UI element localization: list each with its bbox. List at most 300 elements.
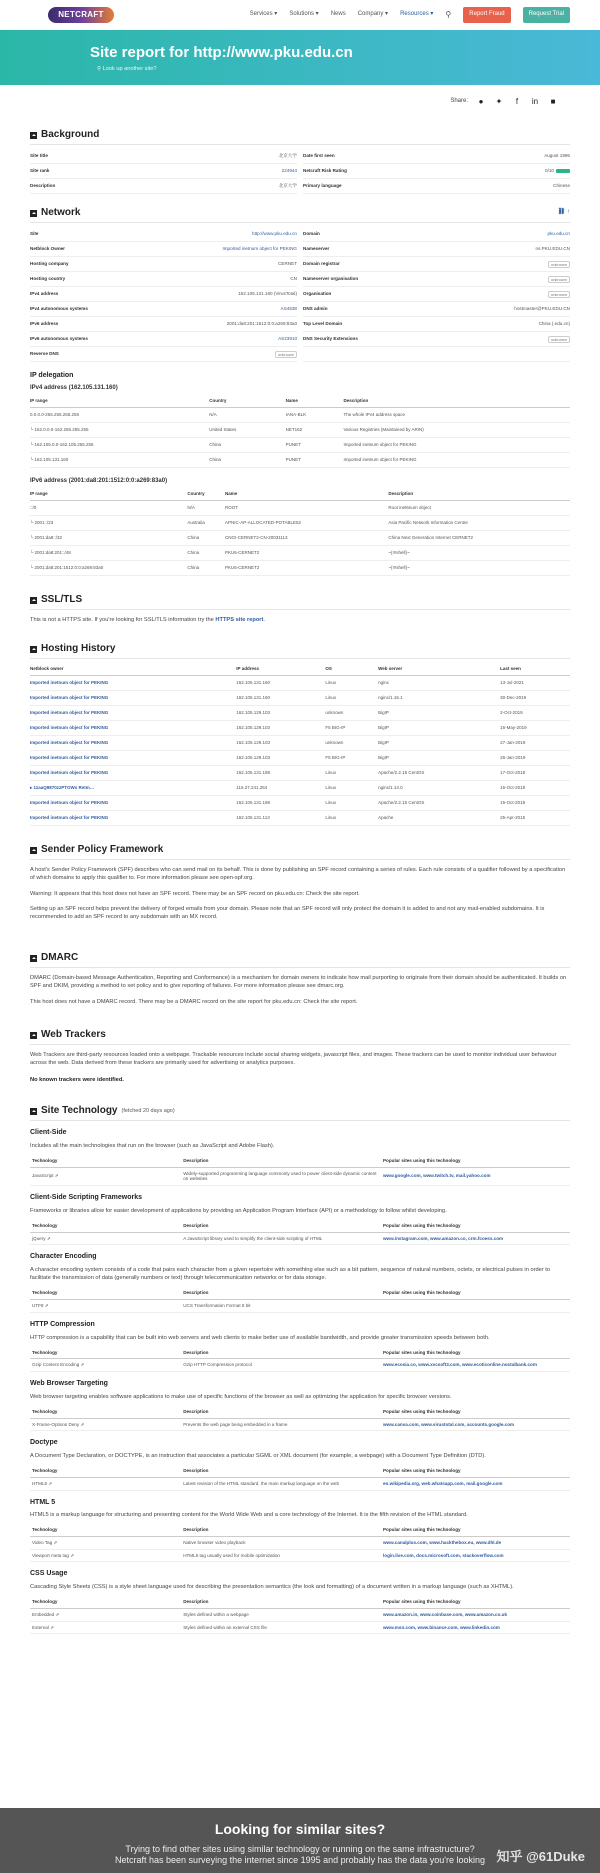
table-cell: 2-Oct-2019 [500,705,570,720]
table-cell: 30-Dec-2019 [500,690,570,705]
table-row [30,720,570,735]
col-header: OS [325,663,378,675]
no-trackers: No known trackers were identified. [30,1076,124,1083]
network-key: IPv6 autonomous systems [30,336,88,342]
tech-group [30,1321,570,1372]
table-cell: NET162 [286,422,344,437]
table-row [30,1418,570,1431]
table-cell: └ 2001:da8:201::/48 [30,545,187,560]
table-cell: PKU6-CERNET2 [225,545,388,560]
kv-row [303,287,570,302]
table-row [30,780,570,795]
col-header: Technology [30,1597,181,1609]
network-value: hostmaster@PKU.EDU.CN [514,306,570,312]
table-cell: CNGI-CERNET2-CN-20031113 [225,530,388,545]
tech-desc: A JavaScript library used to simplify the client-side scripting of HTML [181,1232,381,1245]
kv-row [30,242,297,257]
table-cell: China [187,545,225,560]
tech-title: Site Technology [41,1104,118,1116]
table-cell: F5 BIG-IP [325,720,378,735]
collapse-icon[interactable] [30,1032,37,1039]
network-value: ns.PKU.EDU.CN [535,246,570,252]
table-cell: Various Registries (Maintained by ARIN) [344,422,571,437]
table-row [30,765,570,780]
kv-row [30,272,297,287]
table-row [30,515,570,530]
table-cell: └ 2001:da8::/32 [30,530,187,545]
kv-row: Date first seen August 1995 [303,149,570,164]
external-link-icon[interactable]: ⇗ [55,1612,60,1617]
network-key: Top Level Domain [303,321,343,327]
ssl-text: This is not a HTTPS site. If you're looking for SSL/TLS information try the [30,617,216,623]
tech-group [30,1439,570,1490]
table-row [30,1359,570,1372]
external-link-icon[interactable]: ⇗ [80,1421,85,1427]
table-cell: Imported inetnum object for PEKING [344,437,571,452]
tech-group-title: CSS Usage [30,1570,68,1578]
col-header: Popular sites using this technology [381,1220,570,1232]
network-value-link[interactable]: pku.edu.cn [547,231,570,237]
table-cell: 15-Oct-2018 [500,795,570,810]
tech-desc: UCS Transformation Format 8 bit [181,1300,381,1313]
tech-name: Embedded [32,1612,55,1617]
netblock-owner-link[interactable]: Imported inetnum object for PEKING [30,754,109,760]
spf-advice: Setting up an SPF record helps prevent the delivery of forged emails from your domain. Please note that an SPF record will only protect the domain it is added to and not any mail-enabled subdomains. It is recommended to add an SPF record to any subdomain with an MX record. [30,905,545,921]
netblock-owner-link[interactable]: Imported inetnum object for PEKING [30,679,109,685]
menu-services[interactable]: Services ▾ [249,11,278,18]
collapse-icon[interactable] [30,1108,37,1115]
top-nav [0,0,600,30]
table-cell: └ 2001::/23 [30,515,187,530]
table-cell: Linux [325,810,378,825]
netblock-owner-link[interactable]: ▸ 11aaQ9870zzPTOWs Retm… [30,784,95,790]
tech-name: Gzip Content Encoding [32,1362,80,1368]
tech-desc: Prevents the web page being embedded in a frame [181,1418,381,1431]
tech-name: Viewport meta tag [32,1552,69,1558]
table-row [30,690,570,705]
tech-group-title: Doctype [30,1439,58,1447]
external-link-icon[interactable]: ⇗ [80,1362,85,1368]
kv-row [30,317,297,332]
table-cell: nginx [378,675,500,690]
netblock-owner-link[interactable]: Imported inetnum object for PEKING [30,739,109,745]
tech-desc: Styles defined within a webpage [181,1609,381,1622]
kv-row [303,302,570,317]
network-key: IPv4 autonomous systems [30,306,88,312]
table-cell: unknown [325,705,378,720]
kv-row: Primary language Chinese [303,179,570,194]
table-cell: N/A [187,500,225,515]
table-row [30,1167,570,1185]
table-cell: 162.105.131.113 [236,810,325,825]
col-header: Description [388,488,570,500]
spf-section [30,843,570,921]
tech-desc: Native browser video playback [181,1537,381,1550]
network-section [30,206,570,362]
table-cell: ~{!!!shell}~ [388,545,570,560]
col-header: Popular sites using this technology [381,1525,570,1537]
tech-name: External [32,1624,49,1630]
netblock-owner-link[interactable]: Imported inetnum object for PEKING [30,814,109,820]
popular-sites-link[interactable]: www.canva.com, www.virustotal.com, accounts.google.com [382,1421,515,1427]
collapse-icon[interactable] [30,955,37,962]
table-row [30,545,570,560]
kv-row: Site title 北京大学 [30,149,297,164]
table-row [30,795,570,810]
table-cell: 26-Jan-2019 [500,750,570,765]
network-key: DNS admin [303,306,328,312]
tech-section [30,1104,570,1634]
table-row [30,705,570,720]
popular-sites-link[interactable]: login.live.com, docs.microsoft.com, stackoverflow.com [382,1552,504,1558]
tech-desc: Gzip HTTP Compression protocol [181,1359,381,1372]
network-key: Domain [303,231,320,237]
table-cell: 15-Oct-2018 [500,780,570,795]
tech-name: JavaScript [32,1173,54,1179]
table-cell: unknown [325,735,378,750]
watermark: 知乎 @61Duke [496,1848,585,1864]
col-header: Popular sites using this technology [381,1347,570,1359]
kv-row: Site rank 224944 [30,164,297,179]
table-cell: China [209,452,285,467]
unknown-badge: unknown [548,336,570,343]
table-cell: Linux [325,690,378,705]
table-row [30,735,570,750]
table-cell: 27-Jan-2019 [500,735,570,750]
table-cell: F5 BIG-IP [325,750,378,765]
kv-row [30,347,297,362]
col-header: Popular sites using this technology [381,1288,570,1300]
external-link-icon[interactable]: ⇗ [54,1173,59,1179]
spf-title: Sender Policy Framework [41,843,164,855]
col-header: Technology [30,1406,181,1418]
table-cell: Linux [325,765,378,780]
menu-resources[interactable]: Resources ▾ [400,11,434,18]
tech-group [30,1570,570,1634]
network-value: CERNET [278,261,297,267]
table-cell: United States [209,422,285,437]
dmarc-intro: DMARC (Domain-based Message Authentication, Reporting and Conformance) is a mechanism for domain owners to indicate how mail purporting to originate from their domain should be authenticated. It builds on SPF and DKIM, providing a method to set policy and to give reporting of failures. For more information please see dmarc.org. [30,975,567,990]
tech-group [30,1194,570,1245]
tech-name: UTF8 [32,1303,44,1309]
tech-group-desc: Includes all the main technologies that run on the browser (such as JavaScript and Adobe Flash). [30,1142,275,1149]
linkedin-icon[interactable]: in [531,97,539,106]
collapse-icon[interactable] [30,210,37,217]
tech-desc: Styles defined within an external CSS file [181,1621,381,1634]
table-cell: 25-Apr-2015 [500,810,570,825]
table-row [30,452,570,467]
netblock-owner-link[interactable]: Imported inetnum object for PEKING [30,769,109,775]
table-row [30,1477,570,1490]
table-cell: Linux [325,780,378,795]
menu-solutions[interactable]: Solutions ▾ [289,11,319,18]
tech-group-title: Client-Side Scripting Frameworks [30,1193,143,1201]
table-cell: 16-May-2019 [500,720,570,735]
menu-news[interactable]: News [330,11,346,18]
col-header: Technology [30,1347,181,1359]
table-cell: └ 162.0.0.0-162.255.255.255 [30,422,209,437]
kv-row [30,287,297,302]
netblock-owner-link[interactable]: Imported inetnum object for PEKING [30,694,109,700]
col-header: Popular sites using this technology [381,1155,570,1167]
table-cell: ::/0 [30,500,187,515]
network-key: IPv4 address [30,291,59,297]
tech-name: X-Frame-Options Deny [32,1421,80,1427]
tech-group-desc: Frameworks or libraries allow for easier development of applications by providing an Application Program Interface (API) or a methodology to follow whilst developing. [30,1207,447,1214]
table-row [30,1300,570,1313]
external-link-icon[interactable]: ⇗ [53,1540,58,1546]
network-value-link[interactable]: AS4538 [280,306,297,312]
table-row [30,750,570,765]
table-row [30,407,570,422]
netblock-owner-link[interactable]: Imported inetnum object for PEKING [30,799,109,805]
collapse-icon[interactable] [30,597,37,604]
table-cell: 0.0.0.0-255.255.255.255 [30,407,209,422]
network-key: Nameserver organisation [303,276,359,282]
kv-row [303,317,570,332]
table-cell: 162.105.129.103 [236,735,325,750]
ipv4-title: IPv4 address (162.105.131.160) [30,384,118,391]
col-header: IP address [236,663,325,675]
network-value: China (.edu.cn) [538,321,570,327]
table-cell: └ 162.105.131.160 [30,452,209,467]
popular-sites-link[interactable]: www.amazon.in, www.coinbase.com, www.amazon.co.uk [382,1612,508,1617]
request-trial-button[interactable]: Request Trial [523,7,570,23]
tech-name: HTML5 [32,1480,48,1486]
table-cell: BigIP [378,750,500,765]
netblock-owner-link[interactable]: Imported inetnum object for PEKING [30,709,109,715]
tech-name: jQuery [32,1235,46,1241]
network-value: 162.105.131.160 (VirusTotal) [238,291,297,297]
menu-company[interactable]: Company ▾ [357,11,389,18]
kv-row [30,257,297,272]
table-cell: Linux [325,795,378,810]
collapse-icon[interactable] [30,646,37,653]
table-cell: BigIP [378,735,500,750]
search-icon[interactable]: ⚲ [445,10,452,19]
col-header: Popular sites using this technology [381,1597,570,1609]
kv-row [303,227,570,242]
kv-row [303,272,570,287]
table-row [30,1232,570,1245]
table-cell: 13-Jul-2021 [500,675,570,690]
col-header: Description [181,1288,381,1300]
tech-group-desc: Cascading Style Sheets (CSS) is a style sheet language used for describing the presentation semantics (the look and formatting) of a document written in a markup language (such as XHTML). [30,1584,514,1591]
site-rank-link[interactable]: 224944 [281,168,297,174]
table-row [30,1537,570,1550]
network-key: Site [30,231,39,237]
tech-group-desc: HTTP compression is a capability that can be built into web servers and web clients to make better use of available bandwidth, and provide greater transmission speeds between both. [30,1334,490,1341]
dmarc-title: DMARC [41,951,79,963]
table-row [30,675,570,690]
collapse-icon[interactable] [30,132,37,139]
look-another-link[interactable]: ⚲ Look up another site? [97,66,157,72]
network-value-link[interactable]: http://www.pku.edu.cn [252,231,297,237]
tech-desc: HTML5 tag usually used for mobile optimization [181,1549,381,1562]
table-cell: China Next Generation Internet CERNET2 [388,530,570,545]
table-cell: Apache/2.2.15 CentOS [378,765,500,780]
table-cell: PUNET [286,452,344,467]
external-link-icon[interactable]: ⇗ [70,1552,75,1558]
table-cell: PKU6-CERNET2 [225,560,388,575]
network-key: IPv6 address [30,321,59,327]
network-value: 2001:da8:201:1512:0:0:a269:83a0 [226,321,297,327]
external-link-icon[interactable]: ⇗ [46,1235,51,1241]
background-section [30,128,570,194]
network-key: Nameserver [303,246,330,252]
risk-bar [556,169,570,173]
table-cell: 162.105.129.103 [236,750,325,765]
network-title: Network [41,206,81,218]
unknown-badge: unknown [548,291,570,298]
network-key: Organisation [303,291,332,297]
report-fraud-button[interactable]: Report Fraud [463,7,510,23]
table-cell: IANA-BLK [286,407,344,422]
tech-group-desc: HTML5 is a markup language for structuring and presenting content for the World Wide Web and a core technology of the Internet. It is the fifth revision of the HTML standard. [30,1512,468,1519]
network-value-link[interactable]: AS23910 [278,336,297,342]
table-cell: Australia [187,515,225,530]
tech-group-desc: A character encoding system consists of a code that pairs each character from a given repertoire with something else such as a bit pattern, sequence of natural numbers, octets, or electrical pulses in order to facilitate the transmission of data (generally numbers or text) through telecommunication networks or for data storage. [30,1266,551,1282]
table-cell: Apache/2.2.15 CentOS [378,795,500,810]
col-header: Popular sites using this technology [381,1465,570,1477]
table-cell: China [187,560,225,575]
kv-row [303,242,570,257]
table-row [30,560,570,575]
tech-group-title: Web Browser Targeting [30,1380,108,1387]
table-row [30,1609,570,1622]
table-cell: nginx/1.14.0 [378,780,500,795]
share-label: Share: [450,98,468,105]
table-cell: 162.105.131.160 [236,675,325,690]
popular-sites-link[interactable]: www.ecosia.co, www.xvcsoft3.com, www.ecoticonline.nostalbank.com [382,1362,537,1368]
https-report-link[interactable]: HTTPS site report [215,617,264,623]
footer-title: Looking for similar sites? [214,1821,386,1837]
kv-row [30,227,297,242]
table-cell: └ 2001:da8:201:1512:0:0:a269:83a0 [30,560,187,575]
tech-group-title: Character Encoding [30,1253,97,1261]
popular-sites-link[interactable]: www.canalplus.com, www.hackthebox.eu, www.dhl.de [382,1540,502,1546]
tech-group-title: Client-Side [30,1129,67,1136]
col-header: Technology [30,1155,181,1167]
dmarc-section [30,951,570,1006]
fetched-note: (fetched 20 days ago) [121,1107,175,1114]
col-header: Country [209,395,285,407]
netblock-owner-link[interactable]: Imported inetnum object for PEKING [30,724,109,730]
footer-line2: Netcraft has been surveying the internet since 1995 and probably has the data you're looking [115,1854,485,1865]
trackers-intro: Web Trackers are third-party resources loaded onto a webpage. Trackable resources include social sharing widgets, javascript files, and images. These trackers can be used to monitor individual user behaviour across the web. Data derived from these trackers are primarily used for advertising or analytics purposes. [30,1052,557,1067]
reddit-icon[interactable]: ● [478,97,484,106]
col-header: Description [181,1155,381,1167]
network-value-link[interactable]: Imported inetnum object for PEKING [222,246,297,252]
col-header: Name [225,488,388,500]
table-row [30,500,570,515]
dmarc-note: This host does not have a DMARC record. There may be a DMARC record on the site report for pku.edu.cn: Check the site report. [30,998,358,1005]
table-row [30,530,570,545]
tech-desc: Latest revision of the HTML standard, the main markup language on the web [181,1477,381,1490]
table-cell: 17-Oct-2018 [500,765,570,780]
main-menu [250,7,570,23]
network-key: Reverse DNS [30,351,59,357]
network-key: Domain registrar [303,261,340,267]
table-cell: ROOT [225,500,388,515]
tech-desc: Widely-supported programming language commonly used to power client-side dynamic content on websites [181,1167,381,1185]
ip-delegation-section [30,372,570,576]
table-cell: APNIC-AP-ALLOCATED-POTABLE52 [225,515,388,530]
collapse-icon[interactable] [30,847,37,854]
tech-group [30,1253,570,1313]
col-header: Description [344,395,571,407]
link-icon[interactable]: ⛓ ↑ [557,209,570,216]
spf-warning: Warning: It appears that this host does not have an SPF record. There may be an SPF record on pku.edu.cn: Check the site report. [30,890,360,897]
table-cell: Imported inetnum object for PEKING [344,452,571,467]
trackers-title: Web Trackers [41,1028,106,1040]
kv-row [303,332,570,347]
col-header: Description [181,1525,381,1537]
col-header: Description [181,1597,381,1609]
col-header: IP range [30,488,187,500]
trackers-section [30,1028,570,1084]
tech-name: Video Tag [32,1540,53,1546]
table-row [30,1621,570,1634]
popular-sites-link[interactable]: en.wikipedia.org, web.whatsapp.com, mail.google.com [382,1480,503,1486]
look-another-label[interactable]: Look up another site? [102,66,157,72]
table-cell: Asia Pacific Network Information Centre [388,515,570,530]
popular-sites-link[interactable]: www.msn.com, www.binance.com, www.linkedin.com [382,1624,500,1630]
col-header: Country [187,488,225,500]
table-cell: Linux [325,675,378,690]
popular-sites-link[interactable]: www.instagram.com, www.amazon.co, crm.fcoess.com [382,1235,504,1241]
network-key: Hosting company [30,261,69,267]
ipv6-title: IPv6 address (2001:da8:201:1512:0:0:a269:83a0) [30,477,168,484]
col-header: Technology [30,1288,181,1300]
hosting-title: Hosting History [41,642,116,654]
kv-row: Netcraft Risk Rating 0/10 [303,164,570,179]
col-header: Description [181,1347,381,1359]
background-title: Background [41,128,100,140]
col-header: Netblock owner [30,663,236,675]
popular-sites-link[interactable]: www.google.com, www.twitch.tv, mail.yahoo.com [382,1173,491,1179]
col-header: Web server [378,663,500,675]
table-cell: 162.105.129.103 [236,720,325,735]
col-header: Popular sites using this technology [381,1406,570,1418]
external-link-icon[interactable]: ⇗ [50,1624,54,1630]
netcraft-logo[interactable]: NETCRAFT [48,7,114,23]
hosting-section [30,642,570,826]
col-header: Description [181,1406,381,1418]
table-row [30,437,570,452]
table-cell: China [209,437,285,452]
network-value: CN [290,276,297,282]
share-bar [450,97,558,107]
footer-cta [0,1808,600,1873]
external-link-icon[interactable]: ⇗ [48,1480,53,1486]
table-cell: Root inet6num object [388,500,570,515]
col-header: Name [286,395,344,407]
network-key: Hosting country [30,276,66,282]
xing-icon[interactable]: ■ [550,97,556,106]
table-cell: Apache [378,810,500,825]
twitter-icon[interactable]: ✦ [495,97,503,106]
table-cell: 115.27.241.254 [236,780,325,795]
table-cell: nginx/1.16.1 [378,690,500,705]
unknown-badge: unknown [275,351,297,358]
page-title: Site report for http://www.pku.edu.cn [90,44,353,61]
table-cell: 162.105.131.160 [236,690,325,705]
external-link-icon[interactable]: ⇗ [44,1303,49,1309]
table-row [30,810,570,825]
table-cell: 162.105.131.198 [236,765,325,780]
facebook-icon[interactable]: f [515,97,519,106]
